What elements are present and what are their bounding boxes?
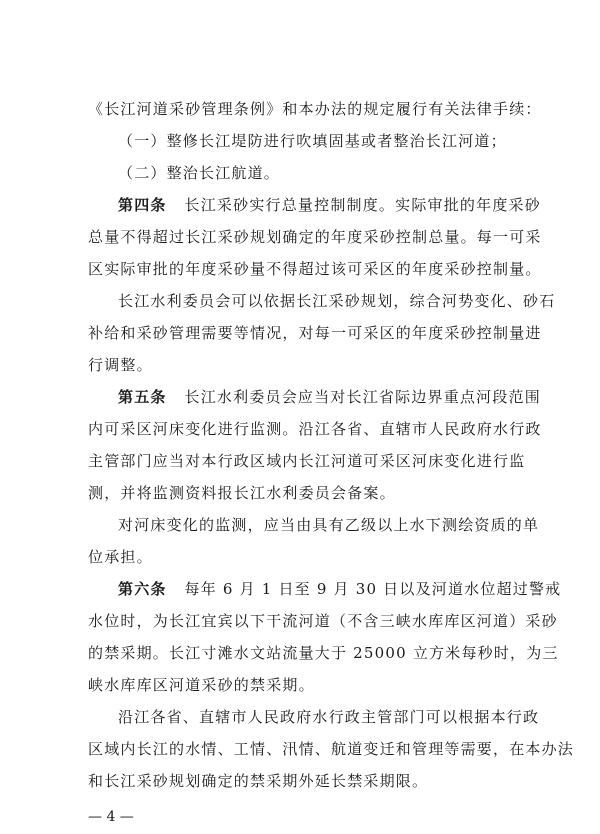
article-4-line-3: 区实际审批的年度采砂量不得超过该可采区的年度采砂控制量。 (88, 260, 542, 278)
article-5-heading: 第五条 (118, 388, 167, 406)
intro-line: 《长江河道采砂管理条例》和本办法的规定履行有关法律手续： (88, 100, 542, 118)
article-5-line-1 (118, 388, 541, 406)
list-item-2: （二）整治长江航道。 (118, 164, 281, 182)
article-6-line-3: 的禁采期。长江寸滩水文站流量大于 25000 立方米每秒时，为三 (88, 644, 559, 662)
list-item-1: （一）整修长江堤防进行吹填固基或者整治长江河道； (118, 132, 507, 150)
article-4-heading: 第四条 (118, 196, 167, 214)
article-6-line-2: 水位时，为长江宜宾以下干流河道（不含三峡水库库区河道）采砂 (88, 612, 558, 630)
article-6-text: 每年 6 月 1 日至 9 月 30 日以及河道水位超过警戒 (184, 580, 562, 598)
article-4-text: 长江采砂实行总量控制制度。实际审批的年度采砂 (184, 196, 541, 214)
article-4-p2-line-3: 行调整。 (88, 356, 153, 374)
article-6-p2-line-2: 区域内长江的水情、工情、汛情、航道变迁和管理等需要，在本办法 (88, 740, 575, 758)
article-4-p2-line-1: 长江水利委员会可以依据长江采砂规划，综合河势变化、砂石 (118, 292, 556, 310)
article-5-text: 长江水利委员会应当对长江省际边界重点河段范围 (184, 388, 541, 406)
article-5-p2-line-1: 对河床变化的监测，应当由具有乙级以上水下测绘资质的单 (118, 516, 540, 534)
article-5-line-4: 测，并将监测资料报长江水利委员会备案。 (88, 484, 396, 502)
page-number: — 4 — (88, 809, 134, 825)
article-5-line-2: 内可采区河床变化进行监测。沿江各省、直辖市人民政府水行政 (88, 420, 542, 438)
article-6-line-1 (118, 580, 561, 598)
article-6-line-4: 峡水库库区河道采砂的禁采期。 (88, 676, 315, 694)
article-6-p2-line-1: 沿江各省、直辖市人民政府水行政主管部门可以根据本行政 (118, 708, 540, 726)
article-5-p2-line-2: 位承担。 (88, 548, 153, 566)
article-4-p2-line-2: 补给和采砂管理需要等情况，对每一可采区的年度采砂控制量进 (88, 324, 542, 342)
article-5-line-3: 主管部门应当对本行政区域内长江河道可采区河床变化进行监 (88, 452, 526, 470)
article-6-p2-line-3: 和长江采砂规划确定的禁采期外延长禁采期限。 (88, 772, 429, 790)
article-4-line-2: 总量不得超过长江采砂规划确定的年度采砂控制总量。每一可采 (88, 228, 542, 246)
article-6-heading: 第六条 (118, 580, 167, 598)
article-4-line-1 (118, 196, 541, 214)
